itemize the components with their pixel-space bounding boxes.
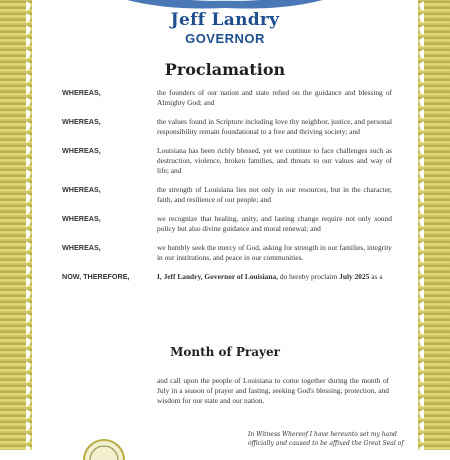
clause-text [157, 272, 392, 282]
governor-name: Jeff Landry [170, 10, 280, 30]
closing-text: and call upon the people of Louisiana to come together during the month of July in a season of prayer and fasting, seeking God's blessing, protection, and wisdom for our state and our nation. [157, 376, 389, 405]
clause-label: NOW, THEREFORE, [62, 272, 130, 281]
clause-text: Louisiana has been richly blessed, yet we continue to face challenges such as destruction, violence, broken families, and threats to our values and way of life; and [157, 146, 392, 175]
governor-title: GOVERNOR [185, 31, 265, 46]
clause-label: WHEREAS, [62, 185, 101, 194]
clause-label: WHEREAS, [62, 243, 101, 252]
clause-row [62, 117, 392, 137]
clause-text: the founders of our nation and state relied on the guidance and blessing of Almighty God; and [157, 88, 392, 107]
clause-row [62, 88, 392, 108]
clause-row [62, 214, 392, 234]
clause-row [62, 243, 392, 263]
document-title: Proclamation [164, 60, 286, 79]
clause-row [62, 185, 392, 205]
whereas-clauses [62, 88, 392, 291]
clause-row [62, 146, 392, 176]
clause-label: WHEREAS, [62, 214, 101, 223]
state-seal-icon [82, 438, 126, 460]
governor-header [0, 10, 450, 46]
proclaim-text: do hereby proclaim [278, 272, 340, 281]
clause-label: WHEREAS, [62, 88, 101, 97]
clause-label: WHEREAS, [62, 146, 101, 155]
proclaim-text-end: as a [369, 272, 383, 281]
therefore-clause [62, 272, 392, 282]
clause-text: the strength of Louisiana lies not only in our resources, but in the character, faith, and resilience of our people; and [157, 185, 392, 204]
clause-text: we recognize that healing, unity, and lasting change require not only sound policy but also divine guidance and moral renewal; and [157, 214, 392, 233]
witness-text: In Witness Whereof I have hereunto set my hand officially and caused to be affixed the Great Seal of [248, 431, 404, 447]
proclaimer-bold: I, Jeff Landry, Governor of Louisiana, [157, 272, 278, 281]
proclaim-month-bold: July 2025 [339, 272, 370, 281]
clause-label: WHEREAS, [62, 117, 101, 126]
clause-text: the values found in Scripture including love thy neighbor, justice, and personal responsibility remain foundational to a free and thriving society; and [157, 117, 392, 136]
month-title: Month of Prayer [170, 345, 280, 359]
clause-text: we humbly seek the mercy of God, asking for strength in our families, integrity in our institutions, and peace in our communities. [157, 243, 392, 262]
